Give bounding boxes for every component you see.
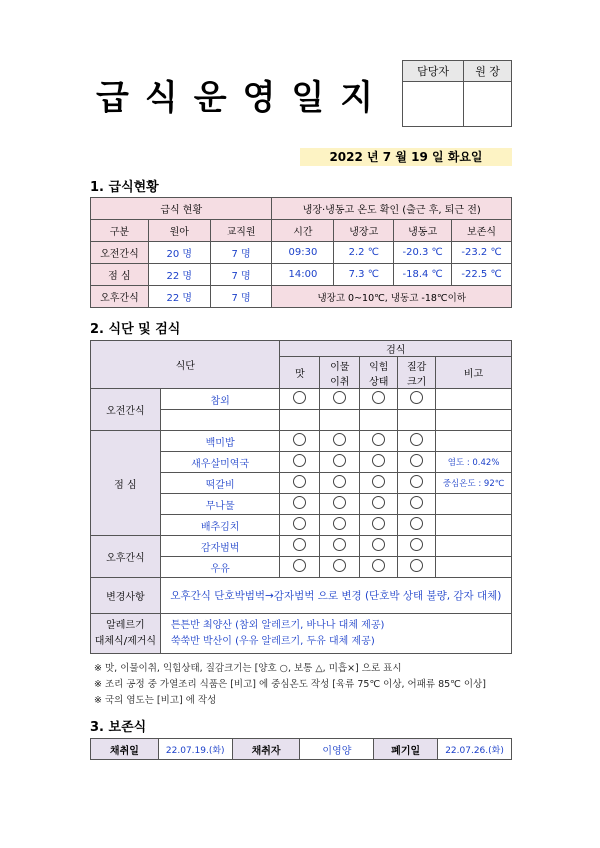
menu-item[interactable]: 백미밥 <box>160 431 280 452</box>
circle-mark-icon[interactable] <box>410 496 423 509</box>
col-freezer: 냉동고 <box>394 220 452 242</box>
check-time[interactable]: 14:00 <box>272 264 334 286</box>
section2-heading: 2. 식단 및 검식 <box>90 322 181 337</box>
menu-header: 식단 <box>91 341 280 389</box>
remarks-cell[interactable]: 중심온도 : 92℃ <box>436 473 512 494</box>
circle-mark-icon[interactable] <box>410 538 423 551</box>
discard-date[interactable]: 22.07.26.(화) <box>438 739 512 760</box>
circle-mark-icon[interactable] <box>293 454 306 467</box>
status-group-header: 급식 현황 <box>91 198 272 220</box>
freezer-temp[interactable]: -20.3 ℃ <box>394 242 452 264</box>
circle-mark-icon[interactable] <box>372 538 385 551</box>
collect-date[interactable]: 22.07.19.(화) <box>158 739 232 760</box>
change-text[interactable]: 오후간식 단호박범벅→감자범벅 으로 변경 (단호박 상태 불량, 감자 대체) <box>160 578 511 614</box>
col-staff: 교직원 <box>210 220 272 242</box>
sample-table <box>90 738 512 760</box>
lunch-label: 점 심 <box>91 431 161 536</box>
collector-label: 채취자 <box>232 739 300 760</box>
remarks-cell[interactable]: 염도 : 0.42% <box>436 452 512 473</box>
change-label: 변경사항 <box>91 578 161 614</box>
temp-group-header: 냉장·냉동고 온도 확인 (출근 후, 퇴근 전) <box>272 198 512 220</box>
circle-mark-icon[interactable] <box>410 454 423 467</box>
col-category: 구분 <box>91 220 149 242</box>
circle-mark-icon[interactable] <box>293 496 306 509</box>
page-title: 급식운영일지 <box>96 78 390 118</box>
approval-header-manager: 담당자 <box>403 61 464 82</box>
fridge-temp[interactable]: 7.3 ℃ <box>334 264 394 286</box>
date-bar: 2022 년 7 월 19 일 화요일 <box>300 148 512 166</box>
collector-name[interactable]: 이영양 <box>300 739 374 760</box>
circle-mark-icon[interactable] <box>372 391 385 404</box>
approval-sign-director[interactable] <box>464 82 512 127</box>
circle-mark-icon[interactable] <box>410 559 423 572</box>
menu-item[interactable]: 감자범벅 <box>160 536 280 557</box>
circle-mark-icon[interactable] <box>293 475 306 488</box>
approval-header-director: 원 장 <box>464 61 512 82</box>
inspection-header: 검식 <box>280 341 512 357</box>
menu-item[interactable]: 배추김치 <box>160 515 280 536</box>
circle-mark-icon[interactable] <box>410 391 423 404</box>
section3-heading: 3. 보존식 <box>90 720 147 735</box>
circle-mark-icon[interactable] <box>372 475 385 488</box>
circle-mark-icon[interactable] <box>333 391 346 404</box>
row-label: 오후간식 <box>91 286 149 308</box>
circle-mark-icon[interactable] <box>372 496 385 509</box>
circle-mark-icon[interactable] <box>293 538 306 551</box>
staff-count[interactable]: 7 명 <box>210 264 272 286</box>
approval-sign-manager[interactable] <box>403 82 464 127</box>
section1-heading: 1. 급식현황 <box>90 180 159 195</box>
circle-mark-icon[interactable] <box>410 433 423 446</box>
col-remarks: 비고 <box>436 357 512 389</box>
note-line: ※ 맛, 이물이취, 익힘상태, 질감크기는 [양호 ○, 보통 △, 미흡×] 으로 표시 <box>94 663 402 674</box>
check-time[interactable]: 09:30 <box>272 242 334 264</box>
meal-status-table <box>90 197 512 308</box>
menu-item[interactable]: 새우살미역국 <box>160 452 280 473</box>
collect-date-label: 채취일 <box>91 739 159 760</box>
children-count[interactable]: 22 명 <box>148 264 210 286</box>
circle-mark-icon[interactable] <box>333 475 346 488</box>
menu-item[interactable]: 참외 <box>160 389 280 410</box>
morning-label: 오전간식 <box>91 389 161 431</box>
remarks-cell[interactable] <box>436 536 512 557</box>
circle-mark-icon[interactable] <box>372 433 385 446</box>
circle-mark-icon[interactable] <box>333 433 346 446</box>
sample-temp[interactable]: -23.2 ℃ <box>452 242 512 264</box>
circle-mark-icon[interactable] <box>372 517 385 530</box>
allergy-line: 쑥쑥반 박산이 (우유 알레르기, 두유 대체 제공) <box>170 635 375 647</box>
remarks-cell[interactable] <box>436 431 512 452</box>
remarks-cell[interactable] <box>436 494 512 515</box>
menu-inspection-table <box>90 340 512 654</box>
circle-mark-icon[interactable] <box>333 496 346 509</box>
allergy-label: 알레르기 대체식/제거식 <box>91 614 161 654</box>
circle-mark-icon[interactable] <box>333 559 346 572</box>
sample-temp[interactable]: -22.5 ℃ <box>452 264 512 286</box>
circle-mark-icon[interactable] <box>333 517 346 530</box>
menu-item[interactable] <box>160 410 280 431</box>
circle-mark-icon[interactable] <box>293 559 306 572</box>
circle-mark-icon[interactable] <box>372 559 385 572</box>
approval-box <box>402 60 512 127</box>
discard-date-label: 폐기일 <box>374 739 438 760</box>
circle-mark-icon[interactable] <box>293 391 306 404</box>
col-sample: 보존식 <box>452 220 512 242</box>
temp-standard-note: 냉장고 0~10℃, 냉동고 -18℃이하 <box>272 286 512 308</box>
circle-mark-icon[interactable] <box>333 454 346 467</box>
freezer-temp[interactable]: -18.4 ℃ <box>394 264 452 286</box>
remarks-cell[interactable] <box>436 557 512 578</box>
note-line: ※ 국의 염도는 [비고] 에 작성 <box>94 695 217 706</box>
allergy-text[interactable] <box>160 614 511 654</box>
row-label: 오전간식 <box>91 242 149 264</box>
col-children: 원아 <box>148 220 210 242</box>
col-fridge: 냉장고 <box>334 220 394 242</box>
remarks-cell[interactable] <box>436 410 512 431</box>
note-line: ※ 조리 공정 중 가열조리 식품은 [비고] 에 중심온도 작성 [육류 75℃ 이상, 어패류 85℃ 이상] <box>94 679 486 690</box>
col-time: 시간 <box>272 220 334 242</box>
children-count[interactable]: 20 명 <box>148 242 210 264</box>
remarks-cell[interactable] <box>436 389 512 410</box>
remarks-cell[interactable] <box>436 515 512 536</box>
menu-item[interactable]: 떡갈비 <box>160 473 280 494</box>
col-foreign: 이물 이취 <box>320 357 360 389</box>
fridge-temp[interactable]: 2.2 ℃ <box>334 242 394 264</box>
circle-mark-icon[interactable] <box>372 454 385 467</box>
col-taste: 맛 <box>280 357 320 389</box>
menu-item[interactable]: 우유 <box>160 557 280 578</box>
row-label: 점 심 <box>91 264 149 286</box>
allergy-line: 튼튼반 최양산 (참외 알레르기, 바나나 대체 제공) <box>170 619 385 631</box>
circle-mark-icon[interactable] <box>410 475 423 488</box>
col-cooked: 익힘 상태 <box>360 357 398 389</box>
circle-mark-icon[interactable] <box>293 433 306 446</box>
afternoon-label: 오후간식 <box>91 536 161 578</box>
circle-mark-icon[interactable] <box>410 517 423 530</box>
circle-mark-icon[interactable] <box>293 517 306 530</box>
col-texture: 질감 크기 <box>398 357 436 389</box>
circle-mark-icon[interactable] <box>333 538 346 551</box>
menu-item[interactable]: 무나물 <box>160 494 280 515</box>
staff-count[interactable]: 7 명 <box>210 242 272 264</box>
children-count[interactable]: 22 명 <box>148 286 210 308</box>
staff-count[interactable]: 7 명 <box>210 286 272 308</box>
